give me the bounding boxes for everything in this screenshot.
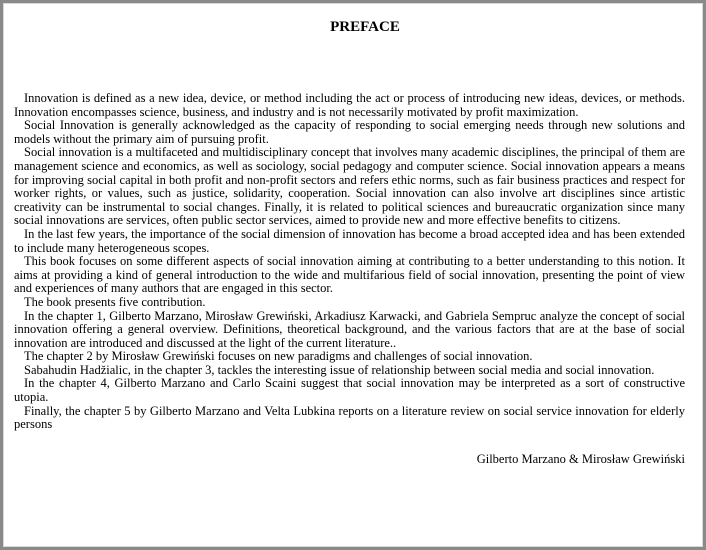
paragraph-11: Finally, the chapter 5 by Gilberto Marzano and Velta Lubkina reports on a literature review on social service innovation for elderly persons [14, 403, 685, 432]
page-title: PREFACE [330, 19, 400, 35]
paragraph-4: In the last few years, the importance of the social dimension of innovation has become a broad accepted idea and has been extended to include many heterogeneous scopes. [14, 226, 685, 255]
paragraph-5: This book focuses on some different aspects of social innovation aiming at contributing to a better understanding to this notion. It aims at providing a kind of general introduction to the wide and multifarious field of social innovation, presenting the point of view and experiences of many authors that are engaged in this sector. [14, 254, 685, 296]
preface-body [11, 92, 685, 432]
author-signature: Gilberto Marzano & Mirosław Grewiński [476, 451, 685, 466]
paragraph-8: The chapter 2 by Mirosław Grewiński focuses on new paradigms and challenges of social innovation. [24, 349, 533, 364]
paragraph-3: Social innovation is a multifaceted and multidisciplinary concept that involves many academic disciplines, the principal of them are management science and economics, as well as sociology, social pedagogy and computer science. Social innovation appears a means for improving social capital in both profit and non-profit sectors and refers ethic norms, such as fair business practices and respect for worker rights, or values, such as justice, solidarity, cooperation. Social innovation can also involve art disciplines since artistic creativity can be instrumental to social changes. Finally, it is related to political sciences and bureaucratic organization since many social innovations are services, often public sector services, aimed to provide new and more effective benefits to citizens. [14, 145, 685, 228]
paragraph-6: The book presents five contribution. [24, 294, 206, 309]
paragraph-9: Sabahudin Hadžialic, in the chapter 3, tackles the interesting issue of relationship between social media and social innovation. [24, 362, 655, 377]
paragraph-7: In the chapter 1, Gilberto Marzano, Mirosław Grewiński, Arkadiusz Karwacki, and Gabriela Sempruc analyze the concept of social innovation offering a general overview. Definitions, theoretical background, and the various factors that are at the base of social innovation are introduced and discussed at the light of the current literature.. [14, 308, 685, 350]
page-content [11, 17, 685, 539]
paragraph-10: In the chapter 4, Gilberto Marzano and Carlo Scaini suggest that social innovation may be interpreted as a sort of constructive utopia. [14, 376, 685, 405]
paragraph-1: Innovation is defined as a new idea, device, or method including the act or process of introducing new ideas, devices, or methods. Innovation encompasses science, business, and industry and is not necessarily motivated by profit maximization. [14, 91, 685, 119]
paragraph-2: Social Innovation is generally acknowledged as the capacity of responding to social emerging needs through new solutions and models without the primary aim of pursuing profit. [14, 118, 685, 146]
